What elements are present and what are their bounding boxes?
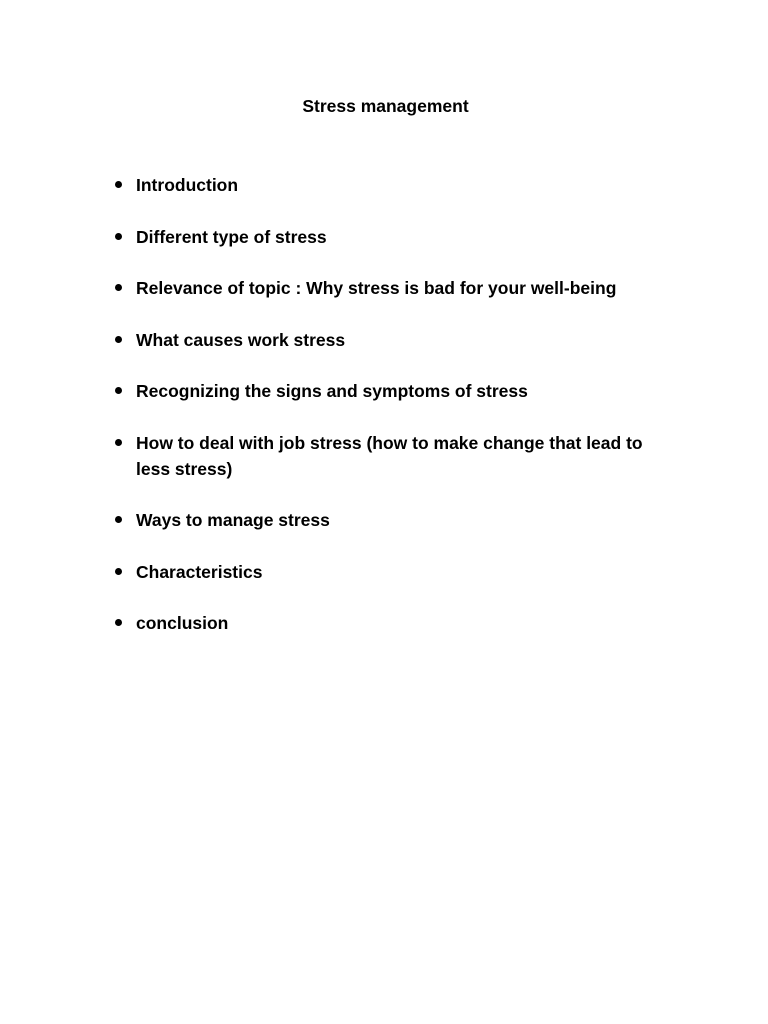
list-item-conclusion xyxy=(112,610,672,636)
list-item-label: conclusion xyxy=(136,613,229,633)
bullet-icon xyxy=(115,181,122,188)
list-item-signs-symptoms xyxy=(112,378,672,404)
list-item-types-of-stress xyxy=(112,224,672,250)
bullet-icon xyxy=(115,387,122,394)
bullet-icon xyxy=(115,568,122,575)
bullet-icon xyxy=(115,336,122,343)
list-item-label: Characteristics xyxy=(136,561,263,582)
list-item-manage-stress xyxy=(112,507,672,533)
list-item-introduction xyxy=(112,172,672,198)
bullet-icon xyxy=(115,233,122,240)
list-item-label: What causes work stress xyxy=(136,329,346,350)
list-item-label: How to deal with job stress (how to make change that lead to less stress) xyxy=(136,432,643,479)
list-item-causes xyxy=(112,327,672,353)
bullet-icon xyxy=(115,284,122,291)
page-title: Stress management xyxy=(302,96,469,116)
bullet-icon xyxy=(115,516,122,523)
list-item-relevance xyxy=(112,275,672,301)
list-item-label: Introduction xyxy=(136,175,239,195)
list-item-label: Different type of stress xyxy=(136,226,327,247)
list-item-label: Ways to manage stress xyxy=(136,510,330,530)
list-item-deal-with-stress xyxy=(112,430,672,482)
list-item-label: Relevance of topic : Why stress is bad for your well-being xyxy=(136,278,617,298)
bullet-icon xyxy=(115,619,122,626)
topic-list xyxy=(112,172,672,662)
list-item-label: Recognizing the signs and symptoms of stress xyxy=(136,381,528,401)
bullet-icon xyxy=(115,439,122,446)
list-item-characteristics xyxy=(112,559,672,585)
